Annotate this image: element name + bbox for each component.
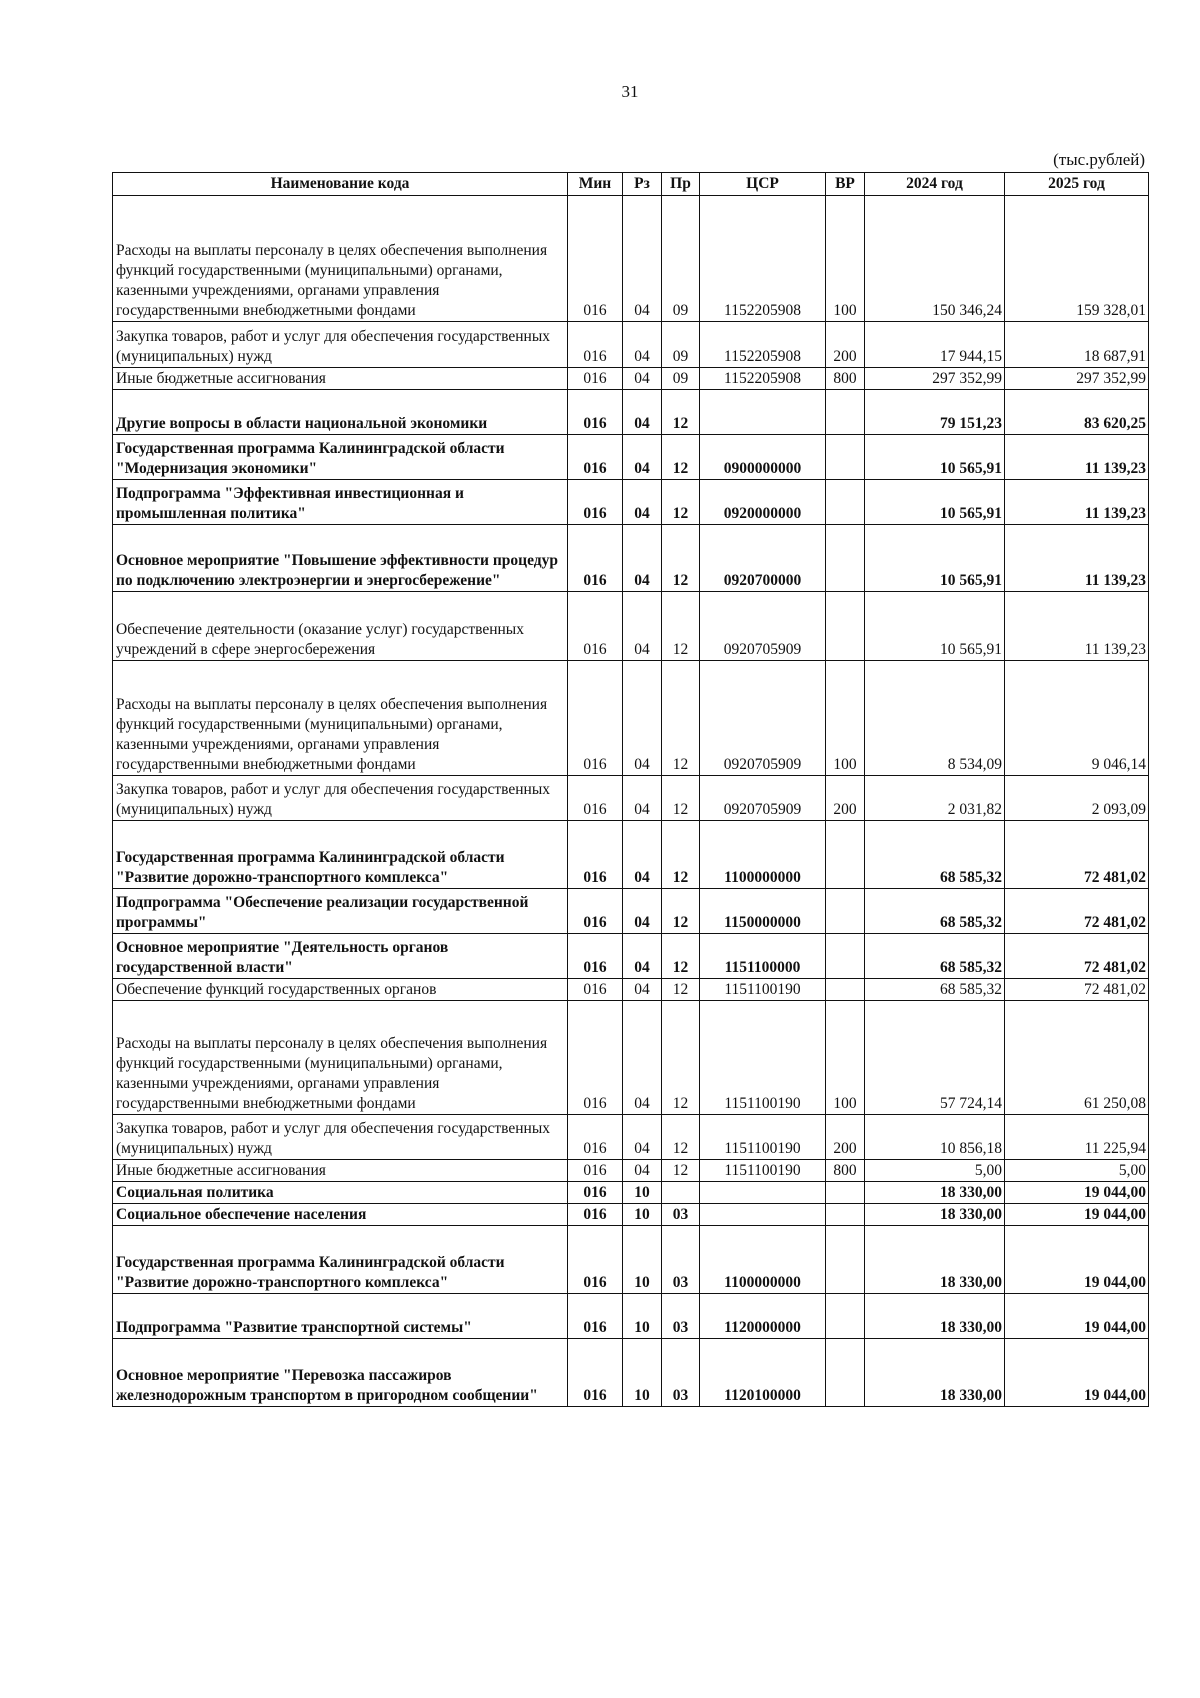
- row-vr: [826, 1204, 865, 1226]
- row-rz: 04: [623, 821, 662, 889]
- row-rz: 04: [623, 390, 662, 435]
- row-csr: 0920700000: [700, 525, 826, 592]
- row-min: 016: [568, 1339, 623, 1407]
- budget-table: [112, 172, 1149, 1407]
- row-rz: 04: [623, 1160, 662, 1182]
- row-csr: [700, 1204, 826, 1226]
- row-name: Закупка товаров, работ и услуг для обеспечения государственных (муниципальных) нужд: [113, 776, 568, 821]
- row-2025: 72 481,02: [1005, 979, 1149, 1001]
- row-vr: [826, 821, 865, 889]
- row-min: 016: [568, 889, 623, 934]
- row-2024: 68 585,32: [865, 934, 1005, 979]
- table-row: [113, 1182, 1149, 1204]
- row-name: Подпрограмма "Эффективная инвестиционная и промышленная политика": [113, 480, 568, 525]
- row-min: 016: [568, 934, 623, 979]
- row-2024: 68 585,32: [865, 821, 1005, 889]
- row-pr: 12: [662, 390, 700, 435]
- row-rz: 10: [623, 1294, 662, 1339]
- row-rz: 04: [623, 934, 662, 979]
- row-name: Основное мероприятие "Повышение эффективности процедур по подключению электроэнергии и энергосбережение": [113, 525, 568, 592]
- row-pr: 09: [662, 368, 700, 390]
- table-row: [113, 821, 1149, 889]
- row-pr: 03: [662, 1204, 700, 1226]
- row-vr: [826, 1339, 865, 1407]
- row-2025: 11 139,23: [1005, 592, 1149, 661]
- row-name: Социальное обеспечение населения: [113, 1204, 568, 1226]
- row-rz: 10: [623, 1182, 662, 1204]
- row-csr: 1152205908: [700, 196, 826, 322]
- table-row: [113, 1115, 1149, 1160]
- row-vr: 200: [826, 776, 865, 821]
- row-pr: 09: [662, 322, 700, 368]
- row-rz: 04: [623, 1115, 662, 1160]
- table-row: [113, 776, 1149, 821]
- table-row: [113, 525, 1149, 592]
- table-row: [113, 934, 1149, 979]
- row-2025: 83 620,25: [1005, 390, 1149, 435]
- row-vr: 800: [826, 1160, 865, 1182]
- row-2025: 72 481,02: [1005, 934, 1149, 979]
- table-row: [113, 979, 1149, 1001]
- row-2024: 18 330,00: [865, 1226, 1005, 1294]
- row-vr: [826, 480, 865, 525]
- row-2024: 57 724,14: [865, 1001, 1005, 1115]
- row-pr: 03: [662, 1339, 700, 1407]
- row-vr: [826, 390, 865, 435]
- table-row: [113, 480, 1149, 525]
- row-name: Обеспечение функций государственных органов: [113, 979, 568, 1001]
- row-csr: 0920705909: [700, 592, 826, 661]
- row-pr: 03: [662, 1294, 700, 1339]
- row-csr: 0920705909: [700, 776, 826, 821]
- row-2025: 19 044,00: [1005, 1294, 1149, 1339]
- row-csr: 1152205908: [700, 368, 826, 390]
- row-name: Подпрограмма "Развитие транспортной системы": [113, 1294, 568, 1339]
- row-2025: 61 250,08: [1005, 1001, 1149, 1115]
- row-name: Другие вопросы в области национальной экономики: [113, 390, 568, 435]
- row-vr: [826, 1226, 865, 1294]
- row-min: 016: [568, 435, 623, 480]
- row-2024: 68 585,32: [865, 979, 1005, 1001]
- row-name: Основное мероприятие "Перевозка пассажиров железнодорожным транспортом в пригородном сообщении": [113, 1339, 568, 1407]
- row-vr: 100: [826, 661, 865, 776]
- row-vr: [826, 435, 865, 480]
- row-name: Государственная программа Калининградской области "Развитие дорожно-транспортного комплекса": [113, 1226, 568, 1294]
- row-2025: 11 139,23: [1005, 435, 1149, 480]
- row-pr: 12: [662, 1001, 700, 1115]
- row-name: Основное мероприятие "Деятельность органов государственной власти": [113, 934, 568, 979]
- header-min: Мин: [568, 173, 623, 196]
- row-2025: 11 139,23: [1005, 480, 1149, 525]
- row-2025: 2 093,09: [1005, 776, 1149, 821]
- row-name: Расходы на выплаты персоналу в целях обеспечения выполнения функций государственными (муниципальными) органами, казенными учреждениями, органами управления государственными внебюджетными фондами: [113, 661, 568, 776]
- row-2024: 10 856,18: [865, 1115, 1005, 1160]
- table-row: [113, 1294, 1149, 1339]
- header-vr: ВР: [826, 173, 865, 196]
- row-min: 016: [568, 368, 623, 390]
- row-vr: 800: [826, 368, 865, 390]
- table-row: [113, 1339, 1149, 1407]
- row-min: 016: [568, 1226, 623, 1294]
- row-vr: [826, 979, 865, 1001]
- row-pr: 12: [662, 661, 700, 776]
- row-csr: 1120000000: [700, 1294, 826, 1339]
- row-rz: 10: [623, 1204, 662, 1226]
- row-pr: 12: [662, 525, 700, 592]
- units-label: (тыс.рублей): [1053, 150, 1145, 169]
- row-min: 016: [568, 592, 623, 661]
- row-pr: 12: [662, 592, 700, 661]
- row-2024: 10 565,91: [865, 435, 1005, 480]
- table-row: [113, 322, 1149, 368]
- row-min: 016: [568, 196, 623, 322]
- row-csr: 0900000000: [700, 435, 826, 480]
- table-row: [113, 592, 1149, 661]
- row-name: Закупка товаров, работ и услуг для обеспечения государственных (муниципальных) нужд: [113, 322, 568, 368]
- row-min: 016: [568, 1115, 623, 1160]
- row-min: 016: [568, 1182, 623, 1204]
- row-name: Обеспечение деятельности (оказание услуг) государственных учреждений в сфере энергосбережения: [113, 592, 568, 661]
- row-name: Социальная политика: [113, 1182, 568, 1204]
- row-rz: 10: [623, 1339, 662, 1407]
- row-2025: 11 139,23: [1005, 525, 1149, 592]
- row-pr: 12: [662, 1160, 700, 1182]
- row-2024: 2 031,82: [865, 776, 1005, 821]
- row-2025: 19 044,00: [1005, 1204, 1149, 1226]
- row-vr: [826, 1294, 865, 1339]
- row-csr: 1151100190: [700, 1115, 826, 1160]
- row-min: 016: [568, 1001, 623, 1115]
- row-vr: 100: [826, 196, 865, 322]
- row-vr: [826, 592, 865, 661]
- row-csr: [700, 390, 826, 435]
- row-csr: 1151100190: [700, 1001, 826, 1115]
- row-2024: 8 534,09: [865, 661, 1005, 776]
- row-pr: 12: [662, 979, 700, 1001]
- row-vr: [826, 934, 865, 979]
- header-csr: ЦСР: [700, 173, 826, 196]
- row-vr: 200: [826, 322, 865, 368]
- row-csr: 1100000000: [700, 1226, 826, 1294]
- row-2024: 18 330,00: [865, 1182, 1005, 1204]
- row-2024: 297 352,99: [865, 368, 1005, 390]
- row-name: Государственная программа Калининградской области "Развитие дорожно-транспортного комплекса": [113, 821, 568, 889]
- row-pr: 12: [662, 889, 700, 934]
- row-min: 016: [568, 525, 623, 592]
- row-pr: 12: [662, 435, 700, 480]
- row-min: 016: [568, 776, 623, 821]
- row-csr: 0920000000: [700, 480, 826, 525]
- row-name: Иные бюджетные ассигнования: [113, 1160, 568, 1182]
- row-2024: 5,00: [865, 1160, 1005, 1182]
- row-csr: [700, 1182, 826, 1204]
- row-rz: 04: [623, 889, 662, 934]
- table-row: [113, 1001, 1149, 1115]
- row-rz: 04: [623, 196, 662, 322]
- row-2025: 297 352,99: [1005, 368, 1149, 390]
- row-csr: 1152205908: [700, 322, 826, 368]
- row-2024: 18 330,00: [865, 1204, 1005, 1226]
- row-rz: 04: [623, 776, 662, 821]
- row-pr: 12: [662, 934, 700, 979]
- row-min: 016: [568, 821, 623, 889]
- row-2025: 19 044,00: [1005, 1182, 1149, 1204]
- row-rz: 04: [623, 1001, 662, 1115]
- row-rz: 04: [623, 480, 662, 525]
- row-2025: 18 687,91: [1005, 322, 1149, 368]
- row-2025: 11 225,94: [1005, 1115, 1149, 1160]
- row-csr: 1151100190: [700, 979, 826, 1001]
- row-rz: 04: [623, 322, 662, 368]
- row-rz: 04: [623, 525, 662, 592]
- row-csr: 1151100190: [700, 1160, 826, 1182]
- row-vr: 100: [826, 1001, 865, 1115]
- header-2024: 2024 год: [865, 173, 1005, 196]
- row-vr: [826, 889, 865, 934]
- row-min: 016: [568, 1204, 623, 1226]
- row-2024: 18 330,00: [865, 1339, 1005, 1407]
- row-2024: 79 151,23: [865, 390, 1005, 435]
- row-pr: 03: [662, 1226, 700, 1294]
- row-2025: 72 481,02: [1005, 889, 1149, 934]
- row-rz: 10: [623, 1226, 662, 1294]
- row-name: Расходы на выплаты персоналу в целях обеспечения выполнения функций государственными (муниципальными) органами, казенными учреждениями, органами управления государственными внебюджетными фондами: [113, 196, 568, 322]
- row-pr: 12: [662, 776, 700, 821]
- row-min: 016: [568, 979, 623, 1001]
- table-header-row: [113, 173, 1149, 196]
- row-vr: [826, 525, 865, 592]
- table-row: [113, 1160, 1149, 1182]
- row-2025: 159 328,01: [1005, 196, 1149, 322]
- row-pr: 09: [662, 196, 700, 322]
- row-rz: 04: [623, 979, 662, 1001]
- row-2025: 9 046,14: [1005, 661, 1149, 776]
- row-pr: 12: [662, 480, 700, 525]
- row-2024: 68 585,32: [865, 889, 1005, 934]
- row-csr: 0920705909: [700, 661, 826, 776]
- page-number: 31: [621, 82, 639, 101]
- row-2025: 19 044,00: [1005, 1226, 1149, 1294]
- row-2025: 19 044,00: [1005, 1339, 1149, 1407]
- row-name: Государственная программа Калининградской области "Модернизация экономики": [113, 435, 568, 480]
- row-min: 016: [568, 322, 623, 368]
- row-name: Закупка товаров, работ и услуг для обеспечения государственных (муниципальных) нужд: [113, 1115, 568, 1160]
- table-row: [113, 1204, 1149, 1226]
- row-name: Иные бюджетные ассигнования: [113, 368, 568, 390]
- row-min: 016: [568, 661, 623, 776]
- row-rz: 04: [623, 661, 662, 776]
- row-csr: 1100000000: [700, 821, 826, 889]
- table-row: [113, 889, 1149, 934]
- header-2025: 2025 год: [1005, 173, 1149, 196]
- row-min: 016: [568, 480, 623, 525]
- row-2025: 5,00: [1005, 1160, 1149, 1182]
- row-csr: 1150000000: [700, 889, 826, 934]
- row-min: 016: [568, 390, 623, 435]
- row-vr: 200: [826, 1115, 865, 1160]
- row-2025: 72 481,02: [1005, 821, 1149, 889]
- table-row: [113, 368, 1149, 390]
- table-row: [113, 196, 1149, 322]
- table-row: [113, 1226, 1149, 1294]
- row-2024: 150 346,24: [865, 196, 1005, 322]
- table-row: [113, 661, 1149, 776]
- row-csr: 1151100000: [700, 934, 826, 979]
- row-rz: 04: [623, 435, 662, 480]
- row-2024: 18 330,00: [865, 1294, 1005, 1339]
- table-row: [113, 390, 1149, 435]
- row-name: Подпрограмма "Обеспечение реализации государственной программы": [113, 889, 568, 934]
- row-name: Расходы на выплаты персоналу в целях обеспечения выполнения функций государственными (муниципальными) органами, казенными учреждениями, органами управления государственными внебюджетными фондами: [113, 1001, 568, 1115]
- table-row: [113, 435, 1149, 480]
- row-2024: 10 565,91: [865, 592, 1005, 661]
- row-2024: 17 944,15: [865, 322, 1005, 368]
- row-pr: 12: [662, 1115, 700, 1160]
- header-pr: Пр: [662, 173, 700, 196]
- row-min: 016: [568, 1294, 623, 1339]
- row-vr: [826, 1182, 865, 1204]
- row-pr: [662, 1182, 700, 1204]
- row-2024: 10 565,91: [865, 525, 1005, 592]
- row-rz: 04: [623, 368, 662, 390]
- row-pr: 12: [662, 821, 700, 889]
- row-rz: 04: [623, 592, 662, 661]
- header-rz: Рз: [623, 173, 662, 196]
- row-min: 016: [568, 1160, 623, 1182]
- row-2024: 10 565,91: [865, 480, 1005, 525]
- header-name: Наименование кода: [113, 173, 568, 196]
- row-csr: 1120100000: [700, 1339, 826, 1407]
